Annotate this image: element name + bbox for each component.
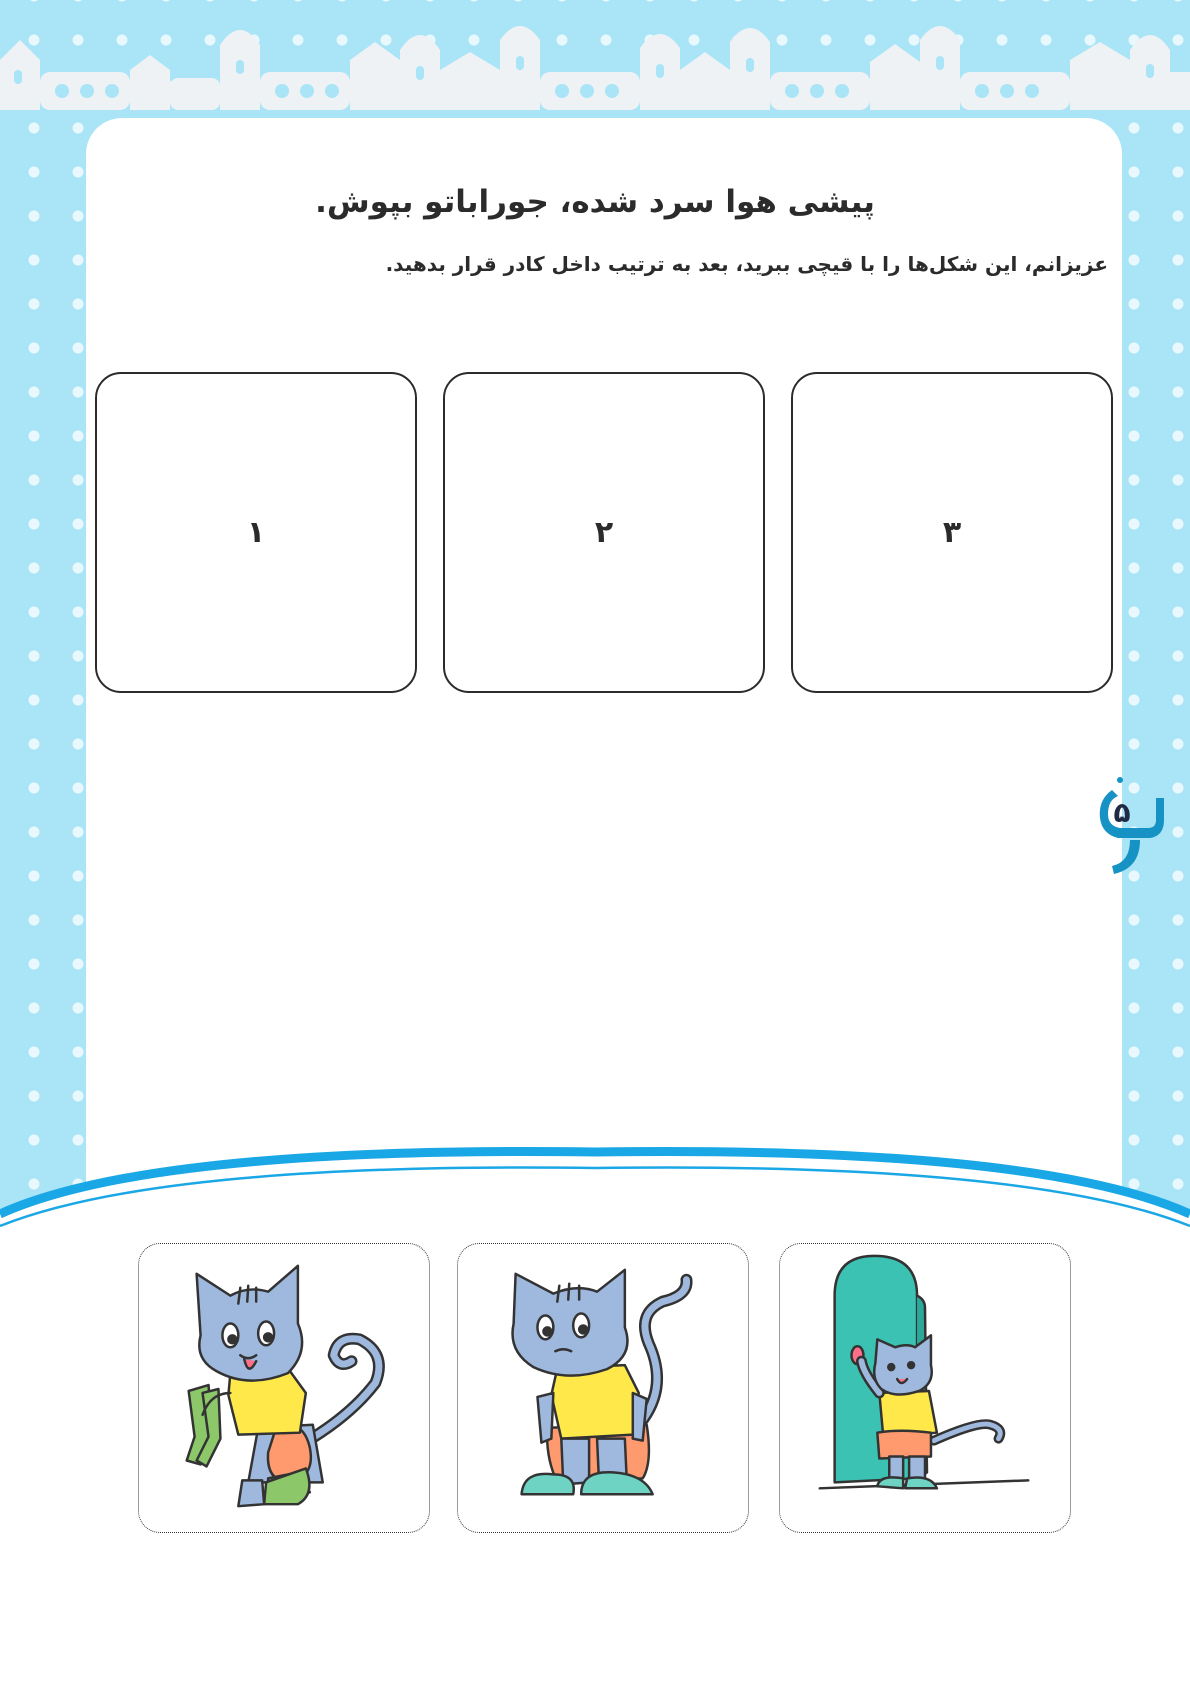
worksheet-title: پیشی هوا سرد شده، جوراباتو بپوش. — [315, 184, 875, 220]
page-number: ۵ — [1113, 796, 1131, 829]
worksheet-instruction: عزیزانم، این شکل‌ها را با قیچی ببرید، بعد به ترتیب داخل کادر قرار بدهید. — [385, 252, 1108, 276]
cutout-card-cat-standing[interactable] — [457, 1243, 749, 1533]
answer-slot-2[interactable] — [443, 372, 765, 693]
cat-holding-socks-illustration — [139, 1244, 429, 1532]
answer-slot-1[interactable] — [95, 372, 417, 693]
cat-opening-door-illustration — [780, 1244, 1070, 1532]
slot-number: ۱ — [246, 515, 266, 550]
slot-number: ۲ — [594, 515, 614, 550]
house-skyline-decoration — [0, 0, 1190, 120]
answer-slot-3[interactable] — [791, 372, 1113, 693]
cat-standing-illustration — [458, 1244, 748, 1532]
cutout-card-cat-opening-door[interactable] — [779, 1243, 1071, 1533]
cutout-card-cat-holding-socks[interactable] — [138, 1243, 430, 1533]
slot-number: ۳ — [942, 515, 962, 550]
blue-wave-divider — [0, 1140, 1190, 1250]
